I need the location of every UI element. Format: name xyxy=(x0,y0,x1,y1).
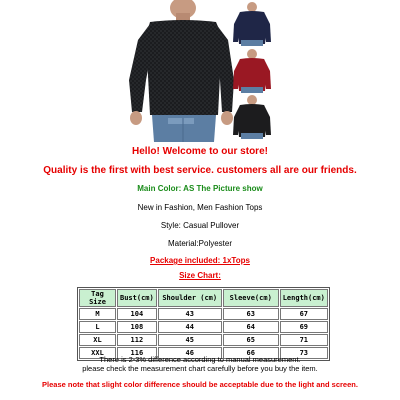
cell-tag-size: L xyxy=(79,321,116,333)
main-product-photo xyxy=(0,0,400,142)
style-text: Style: Casual Pullover xyxy=(160,221,240,230)
column-header-sleeve: Sleeve(cm) xyxy=(223,289,279,307)
cell-length: 73 xyxy=(280,347,328,359)
column-header-bust: Bust(cm) xyxy=(117,289,157,307)
table-row xyxy=(79,334,328,346)
measurement-note-2: please check the measurement chart carefully before you buy the item. xyxy=(82,364,318,373)
color-difference-note: Please note that slight color difference should be acceptable due to the light and screen. xyxy=(42,380,358,389)
cell-bust: 104 xyxy=(117,308,157,320)
black-sweater-thumbnail[interactable] xyxy=(232,95,272,139)
table-row xyxy=(79,321,328,333)
product-photos xyxy=(0,0,400,142)
navy-sweater-thumbnail[interactable] xyxy=(232,2,272,46)
cell-length: 71 xyxy=(280,334,328,346)
size-chart-table xyxy=(77,287,330,361)
cell-length: 69 xyxy=(280,321,328,333)
table-header-row xyxy=(79,289,328,307)
material-text: Material:Polyester xyxy=(167,239,233,248)
new-in-text: New in Fashion, Men Fashion Tops xyxy=(137,203,263,212)
column-header-shoulder: Shoulder (cm) xyxy=(158,289,222,307)
cell-bust: 116 xyxy=(117,347,157,359)
cell-length: 67 xyxy=(280,308,328,320)
cell-shoulder: 43 xyxy=(158,308,222,320)
cell-shoulder: 45 xyxy=(158,334,222,346)
cell-sleeve: 66 xyxy=(223,347,279,359)
cell-tag-size: XXL xyxy=(79,347,116,359)
package-text: Package included: 1xTops xyxy=(150,256,250,265)
measurement-note-1: There is 2-3% difference according to manual measurement. xyxy=(99,355,301,364)
column-header-tag-size: Tag Size xyxy=(79,289,116,307)
cell-shoulder: 44 xyxy=(158,321,222,333)
size-chart-heading: Size Chart: xyxy=(179,271,221,280)
table-row xyxy=(79,308,328,320)
cell-bust: 108 xyxy=(117,321,157,333)
cell-shoulder: 46 xyxy=(158,347,222,359)
cell-sleeve: 63 xyxy=(223,308,279,320)
cell-sleeve: 65 xyxy=(223,334,279,346)
cell-bust: 112 xyxy=(117,334,157,346)
column-header-length: Length(cm) xyxy=(280,289,328,307)
cell-tag-size: M xyxy=(79,308,116,320)
cell-sleeve: 64 xyxy=(223,321,279,333)
red-sweater-thumbnail[interactable] xyxy=(232,49,272,93)
main-color-text: Main Color: AS The Picture show xyxy=(137,184,263,193)
quality-text: Quality is the first with best service. customers all are our friends. xyxy=(43,165,357,176)
cell-tag-size: XL xyxy=(79,334,116,346)
welcome-text: Hello! Welcome to our store! xyxy=(132,146,268,157)
